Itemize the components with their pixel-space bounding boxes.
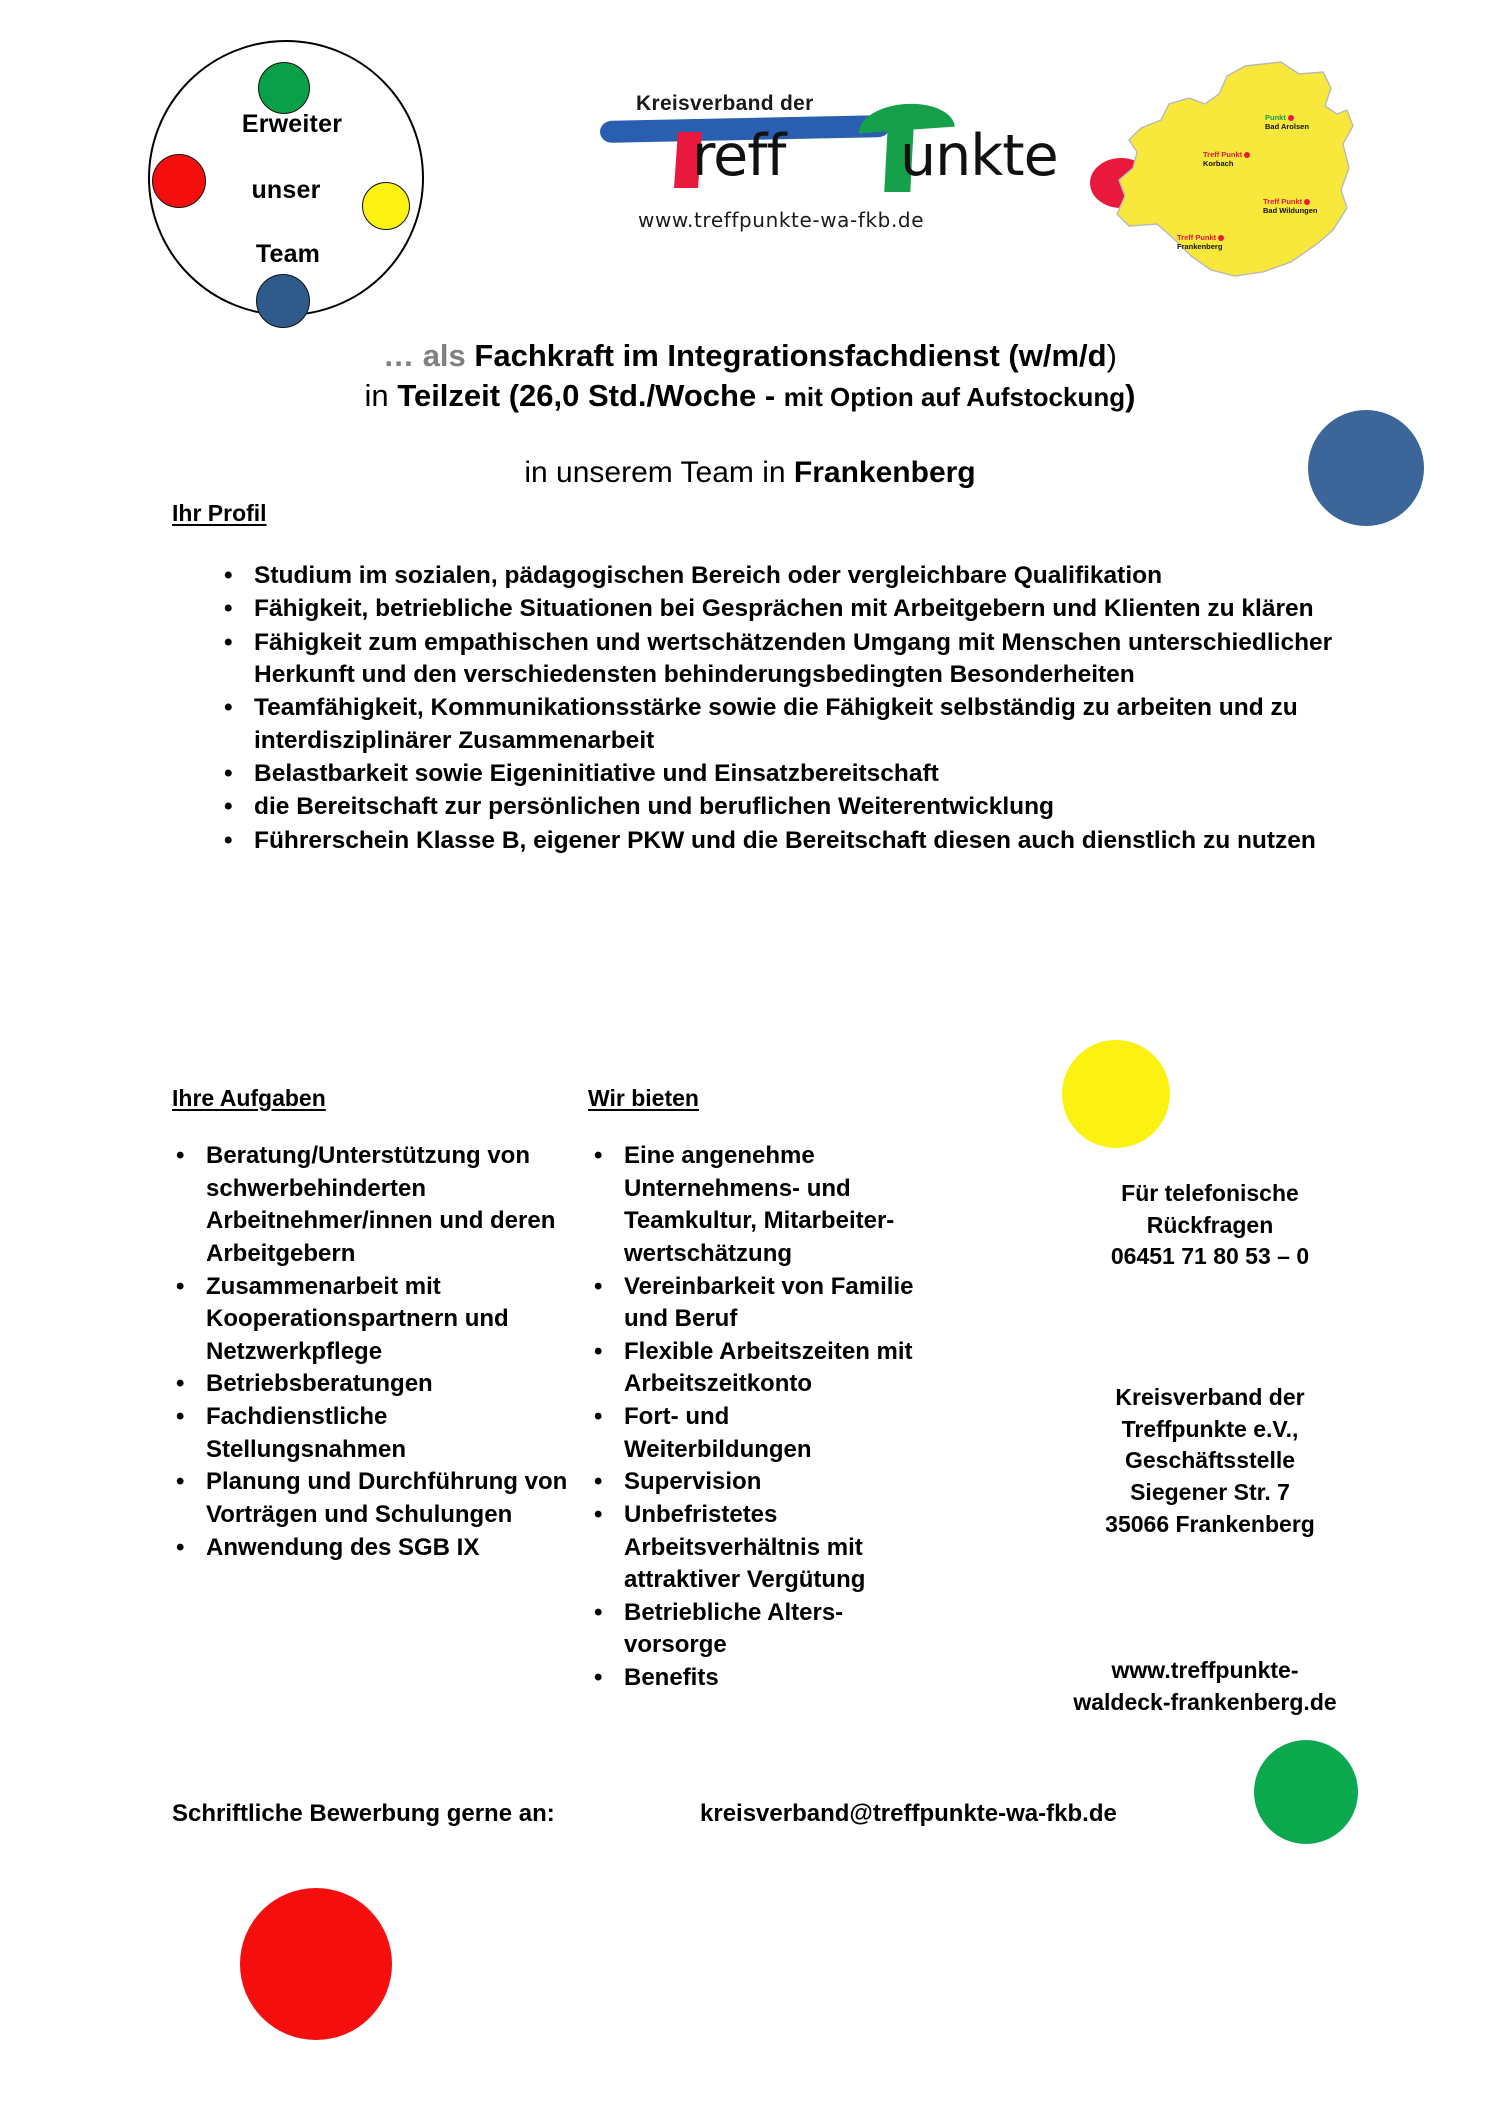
team-badge-circle — [148, 40, 424, 316]
list-item: • Fachdienstliche Stellungsnahmen — [170, 1401, 590, 1466]
org-line-4: Siegener Str. 7 — [1130, 1479, 1290, 1506]
list-item: • Fort- und Weiterbildungen — [588, 1401, 918, 1466]
contact-phone-block — [1040, 1178, 1380, 1273]
list-item: • Teamfähigkeit, Kommunikationsstärke sowie die Fähigkeit selbständig zu arbeiten und zu interdisziplinärer Zusammenarbeit — [218, 692, 1418, 757]
headline-role-close: ) — [1106, 338, 1117, 373]
headline-line-2 — [0, 376, 1500, 416]
list-item: • Fähigkeit, betriebliche Situationen bei Gesprächen mit Arbeitgebern und Klienten zu klären — [218, 593, 1418, 625]
profil-list — [218, 560, 1418, 858]
list-item: • Belastbarkeit sowie Eigeninitiative und Einsatzbereitschaft — [218, 758, 1418, 790]
list-item: • Unbefristetes Arbeitsverhältnis mit attraktiver Vergütung — [588, 1499, 918, 1597]
map-label-text: Treff Punkt — [1177, 233, 1217, 242]
org-line-2: Treffpunkte e.V., — [1121, 1415, 1299, 1442]
headline-lead: … als — [383, 338, 466, 373]
headline-line-1 — [0, 336, 1500, 376]
list-item: • Studium im sozialen, pädagogischen Bereich oder vergleichbare Qualifikation — [218, 560, 1418, 592]
website-line-1: www.treffpunkte- — [1111, 1657, 1299, 1683]
list-item: • Vereinbarkeit von Familie und Beruf — [588, 1271, 918, 1336]
list-item: • Führerschein Klasse B, eigener PKW und die Bereitschaft diesen auch dienstlich zu nutzen — [218, 825, 1418, 857]
logo-tagline: Kreisverband der — [636, 92, 814, 115]
list-item: • Benefits — [588, 1662, 918, 1695]
org-line-1: Kreisverband der — [1115, 1384, 1305, 1410]
headline-line2-bold: Teilzeit (26,0 Std./Woche — [397, 378, 757, 414]
map-location-bad-arolsen — [1265, 114, 1309, 131]
headline-line2-prefix: in — [364, 378, 389, 414]
map-pin-icon — [1218, 235, 1224, 241]
website-line-2: waldeck-frankenberg.de — [1073, 1688, 1337, 1715]
map-pin-icon — [1244, 152, 1250, 158]
list-item: • Fähigkeit zum empathischen und wertschätzenden Umgang mit Menschen unterschiedlicher Herkunft und den verschiedensten behinderungsbedingten Besonderheiten — [218, 627, 1418, 692]
logo-word-punkte: unkte — [900, 123, 1058, 189]
application-label: Schriftliche Bewerbung gerne an: — [172, 1800, 555, 1827]
list-item: • Zusammenarbeit mit Kooperationspartnern und Netzwerkpflege — [170, 1271, 590, 1369]
list-item: • Supervision — [588, 1466, 918, 1499]
section-heading-aufgaben: Ihre Aufgaben — [172, 1085, 326, 1111]
phone-number: 06451 71 80 53 – 0 — [1110, 1243, 1310, 1270]
application-email[interactable]: kreisverband@treffpunkte-wa-fkb.de — [700, 1800, 1117, 1827]
section-heading-bieten: Wir bieten — [588, 1085, 699, 1111]
map-city-name: Bad Arolsen — [1265, 121, 1309, 131]
bieten-list — [588, 1140, 918, 1695]
map-pin-icon — [1304, 199, 1310, 205]
org-line-3: Geschäftsstelle — [1124, 1447, 1296, 1474]
contact-address-block — [1040, 1382, 1380, 1541]
blue-dot-right — [1308, 410, 1424, 526]
map-location-bad-wildungen — [1263, 198, 1318, 215]
list-item: • Betriebsberatungen — [170, 1368, 590, 1401]
team-badge-word-2: unser — [251, 176, 321, 204]
map-location-frankenberg — [1177, 234, 1224, 251]
headline-role: Fachkraft im Integrationsfachdienst (w/m/d — [474, 338, 1107, 373]
green-dot — [258, 62, 310, 114]
yellow-dot-right — [1062, 1040, 1170, 1148]
team-badge-word-1: Erweiter — [241, 110, 343, 138]
map-city-name: Korbach — [1203, 158, 1234, 168]
list-item: • Eine angenehme Unternehmens- und Teamkultur, Mitarbeiter-wertschätzung — [588, 1140, 918, 1271]
logo-website-url: www.treffpunkte-wa-fkb.de — [638, 208, 925, 232]
section-heading-profil: Ihr Profil — [172, 500, 267, 526]
headline-line2-small: mit Option auf Aufstockung — [783, 382, 1126, 413]
red-dot-bottom — [240, 1888, 392, 2040]
list-item: • Planung und Durchführung von Vorträgen und Schulungen — [170, 1466, 590, 1531]
map-location-korbach — [1203, 151, 1250, 168]
contact-website-block[interactable] — [1035, 1655, 1375, 1718]
subtitle-prefix: in unserem Team in — [524, 456, 794, 489]
headline-line2-close: ) — [1125, 378, 1136, 414]
subtitle-location: Frankenberg — [793, 456, 976, 489]
list-item: • Anwendung des SGB IX — [170, 1532, 590, 1565]
green-dot-right — [1254, 1740, 1358, 1844]
treffpunkte-logo — [600, 92, 1100, 252]
phone-label-line-2: Rückfragen — [1146, 1211, 1274, 1238]
district-map — [1085, 48, 1400, 283]
logo-word-treff: reff — [692, 123, 786, 189]
map-label-text: Treff Punkt — [1203, 150, 1243, 159]
list-item: • die Bereitschaft zur persönlichen und beruflichen Weiterentwicklung — [218, 791, 1418, 823]
map-city-name: Bad Wildungen — [1263, 205, 1318, 215]
team-badge-word-3: Team — [255, 240, 321, 268]
page-title — [0, 336, 1500, 417]
phone-label-line-1: Für telefonische — [1121, 1180, 1299, 1206]
headline-line2-sep: - — [764, 378, 776, 414]
page-subtitle — [0, 456, 1500, 490]
aufgaben-list — [170, 1140, 590, 1564]
map-label-text: Treff Punkt — [1263, 197, 1303, 206]
map-city-name: Frankenberg — [1177, 241, 1223, 251]
org-line-5: 35066 Frankenberg — [1105, 1510, 1315, 1537]
list-item: • Betriebliche Alters-vorsorge — [588, 1597, 918, 1662]
list-item: • Flexible Arbeitszeiten mit Arbeitszeitkonto — [588, 1336, 918, 1401]
map-pin-icon — [1288, 115, 1294, 121]
list-item: • Beratung/Unterstützung von schwerbehinderten Arbeitnehmer/innen und deren Arbeitgebern — [170, 1140, 590, 1271]
blue-dot — [256, 274, 310, 328]
map-label-text: Punkt — [1265, 113, 1286, 122]
